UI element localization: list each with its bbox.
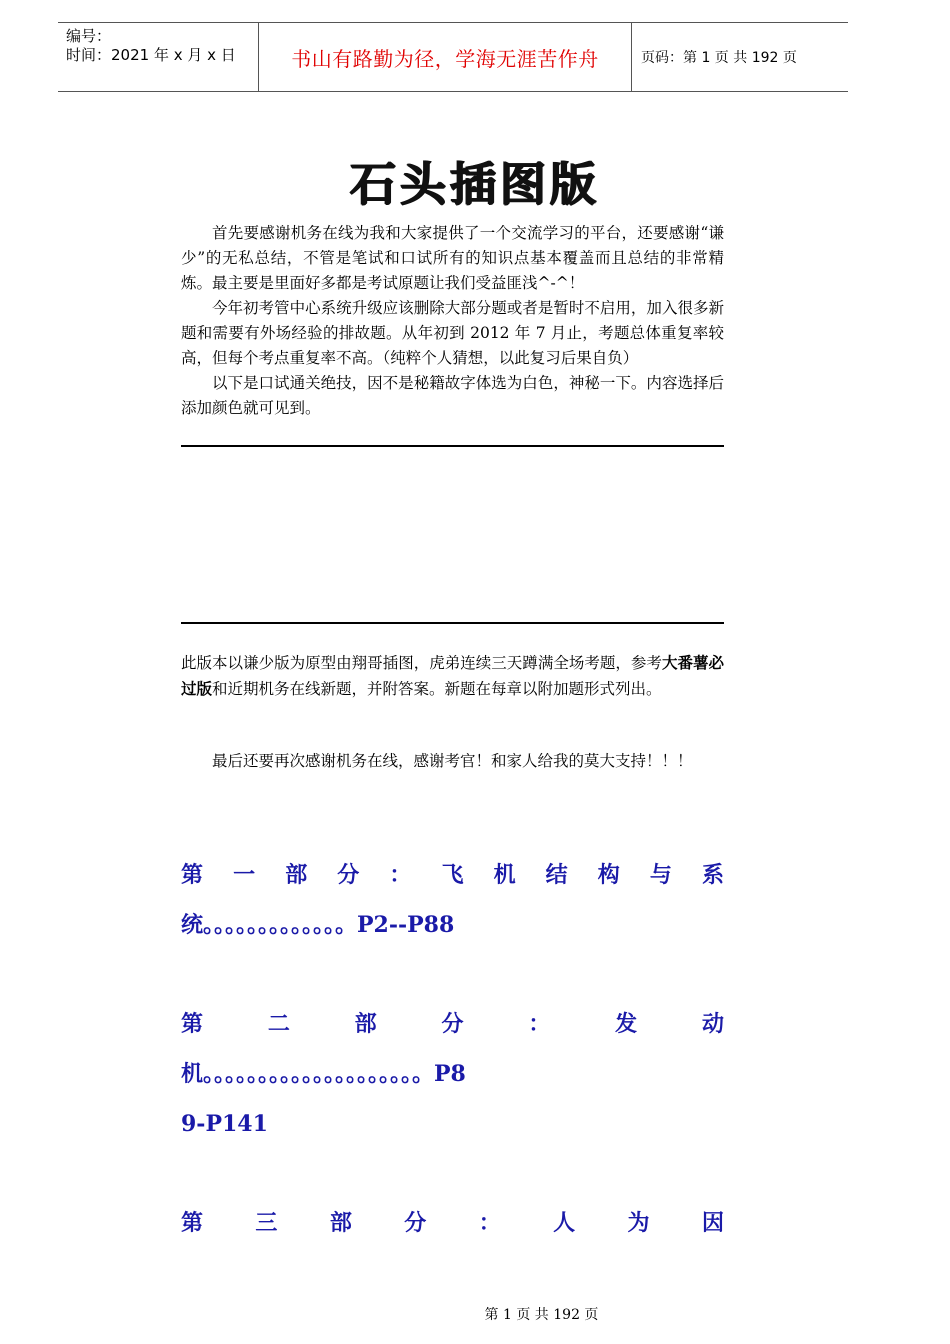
toc-char: 分 (441, 1011, 464, 1037)
header-page-cell (632, 23, 848, 91)
toc-char: 动 (701, 1011, 724, 1037)
toc-char: 二 (267, 1011, 290, 1037)
toc-entry-part-3[interactable] (181, 1198, 724, 1248)
thanks-paragraph: 最后还要再次感谢机务在线，感谢考官！和家人给我的莫大支持！！！ (212, 752, 693, 770)
version-note-text: 此版本以谦少版为原型由翔哥插图，虎弟连续三天蹲满全场考题，参考 (181, 654, 662, 672)
page-footer: 第 1 页 共 192 页 (484, 1307, 599, 1323)
toc-char: ： (389, 862, 412, 888)
intro-section (181, 221, 724, 421)
toc-entry-part-1[interactable] (181, 850, 724, 950)
reference-title: 大番薯必过版 (181, 653, 724, 698)
toc-heading (181, 850, 724, 900)
hidden-text-bottom-rule (181, 622, 724, 624)
toc-char: 因 (701, 1210, 724, 1236)
toc-char: 部 (354, 1011, 377, 1037)
toc-heading (181, 999, 724, 1049)
toc-char: 为 (627, 1210, 650, 1236)
toc-page-range: 统。。。。。。。。。。。。。P2--P88 (181, 912, 455, 938)
toc-heading (181, 1198, 724, 1248)
document-title: 石头插图版 (350, 157, 600, 211)
version-note-text-end: 和近期机务在线新题，并附答案。新题在每章以附加题形式列出。 (212, 680, 662, 698)
toc-char: 第 (181, 1210, 204, 1236)
intro-paragraph-3: 以下是口试通关绝技，因不是秘籍故字体选为白色，神秘一下。内容选择后添加颜色就可见到。 (181, 374, 724, 417)
page-header (58, 22, 848, 92)
toc-char: ： (528, 1011, 551, 1037)
header-meta-cell (58, 23, 259, 91)
toc-char: 构 (597, 862, 620, 888)
toc-char: 第 (181, 862, 204, 888)
serial-number-label: 编号： (66, 27, 112, 45)
toc-char: 人 (553, 1210, 576, 1236)
toc-char: 与 (649, 862, 672, 888)
page-info: 页码：第 1 页 共 192 页 (641, 50, 797, 66)
toc-char: 部 (285, 862, 308, 888)
toc-page-range: 机。。。。。。。。。。。。。。。。。。。。P8 (181, 1061, 466, 1087)
toc-entry-part-2[interactable] (181, 999, 724, 1149)
toc-char: 分 (337, 862, 360, 888)
toc-char: ： (478, 1210, 501, 1236)
header-motto-cell (259, 23, 632, 91)
intro-paragraph-2: 今年初考管中心系统升级应该删除大部分题或者是暂时不启用，加入很多新题和需要有外场经验的排故题。从年初到 2012 年 7 月止，考题总体重复率较高，但每个考点重复率不高。（纯粹个人猜想，以此复习后果自负） (181, 299, 724, 367)
intro-paragraph-1: 首先要感谢机务在线为我和大家提供了一个交流学习的平台，还要感谢“谦少”的无私总结，不管是笔试和口试所有的知识点基本覆盖而且总结的非常精炼。最主要是里面好多都是考试原题让我们受益匪浅^-^！ (181, 224, 724, 292)
thanks-section (181, 749, 724, 774)
toc-char: 发 (615, 1011, 638, 1037)
version-note-section (181, 650, 724, 702)
toc-char: 飞 (441, 862, 464, 888)
toc-char: 部 (329, 1210, 352, 1236)
date-label: 时间：2021 年 x 月 x 日 (66, 46, 236, 64)
hidden-text-top-rule (181, 445, 724, 447)
toc-char: 第 (181, 1011, 204, 1037)
toc-page-range-cont: 9-P141 (181, 1111, 268, 1137)
toc-char: 分 (404, 1210, 427, 1236)
toc-char: 系 (701, 862, 724, 888)
motto: 书山有路勤为径，学海无涯苦作舟 (291, 46, 599, 71)
toc-char: 三 (255, 1210, 278, 1236)
toc-char: 一 (233, 862, 256, 888)
version-note (181, 650, 724, 702)
toc-char: 机 (493, 862, 516, 888)
toc-char: 结 (545, 862, 568, 888)
